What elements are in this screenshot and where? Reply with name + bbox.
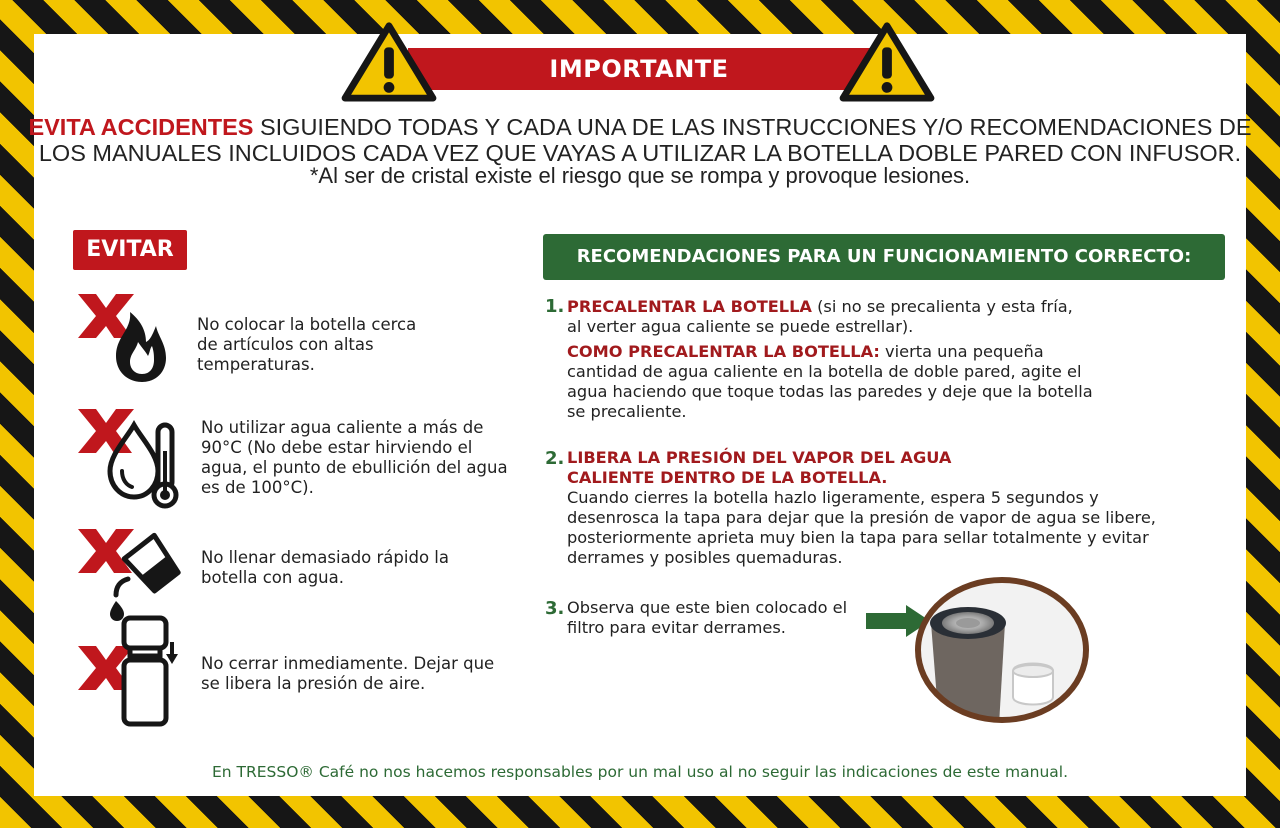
avoid-item-2-text: No utilizar agua caliente a más de 90°C (No debe estar hirviendo el agua, el punto de ebullición del agua es de 100°C). bbox=[201, 418, 508, 497]
filter-photo bbox=[913, 575, 1091, 725]
step-number: 2. bbox=[545, 448, 565, 469]
avoid-item-1-text: No colocar la botella cerca de artículos con altas temperaturas. bbox=[197, 315, 417, 374]
avoid-header: EVITAR bbox=[73, 230, 187, 270]
recommendations-header: RECOMENDACIONES PARA UN FUNCIONAMIENTO CORRECTO: bbox=[543, 234, 1225, 280]
intro-warning bbox=[0, 114, 1280, 166]
step-1-text bbox=[567, 297, 1087, 337]
intro-line1: SIGUIENDO TODAS Y CADA UNA DE LAS INSTRUCCIONES Y/O RECOMENDACIONES DE bbox=[253, 114, 1252, 140]
hot-water-thermometer-icon bbox=[72, 405, 182, 515]
step-3-text: Observa que este bien colocado el filtro para evitar derrames. bbox=[567, 598, 848, 637]
step-2-bold: LIBERA LA PRESIÓN DEL VAPOR DEL AGUA CALIENTE DENTRO DE LA BOTELLA. bbox=[567, 448, 952, 487]
step-1-sub-bold: COMO PRECALENTAR LA BOTELLA: bbox=[567, 342, 880, 361]
fire-icon bbox=[72, 290, 182, 400]
step-1-sub-body: vierta una pequeña cantidad de agua caliente en la botella de doble pared, agite el agua haciendo que toque todas las paredes y deje que la botella se precaliente. bbox=[567, 342, 1093, 421]
step-number: 3. bbox=[545, 598, 565, 619]
step-2-text bbox=[567, 448, 1187, 568]
avoid-item-3-text: No llenar demasiado rápido la botella con agua. bbox=[201, 548, 449, 587]
intro-line2: LOS MANUALES INCLUIDOS CADA VEZ QUE VAYAS A UTILIZAR LA BOTELLA DOBLE PARED CON INFUSOR. bbox=[38, 140, 1242, 166]
step-1-bold: PRECALENTAR LA BOTELLA bbox=[567, 297, 812, 316]
intro-highlight: EVITA ACCIDENTES bbox=[28, 114, 254, 140]
warning-triangle-icon bbox=[340, 20, 438, 104]
step-1-subtext bbox=[567, 342, 1107, 422]
warning-triangle-icon bbox=[838, 20, 936, 104]
glass-note: *Al ser de cristal existe el riesgo que se rompa y provoque lesiones. bbox=[309, 163, 971, 188]
banner-title: IMPORTANTE bbox=[549, 55, 729, 83]
step-number: 1. bbox=[545, 296, 565, 317]
step-2-body: Cuando cierres la botella hazlo ligeramente, espera 5 segundos y desenrosca la tapa para dejar que la presión de vapor de agua se libere, posteriormente aprieta muy bien la tapa para sellar totalmente y evitar derrames y posibles quemaduras. bbox=[567, 488, 1156, 567]
disclaimer-footer: En TRESSO® Café no nos hacemos responsables por un mal uso al no seguir las indicaciones de este manual. bbox=[211, 763, 1069, 781]
avoid-item-4-text: No cerrar inmediamente. Dejar que se libera la presión de aire. bbox=[201, 654, 495, 693]
step-1-body: (si no se precalienta y esta fría, al verter agua caliente se puede estrellar). bbox=[567, 297, 1073, 336]
bottle-pressure-icon bbox=[72, 612, 182, 732]
